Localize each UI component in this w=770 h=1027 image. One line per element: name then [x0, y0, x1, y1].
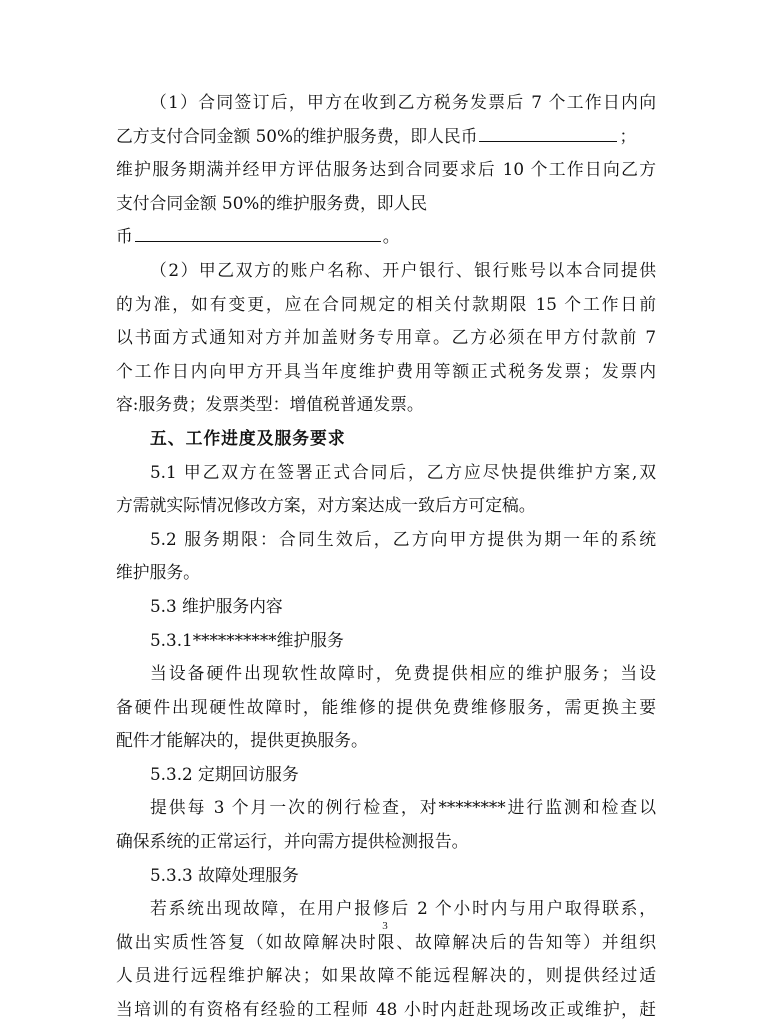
text-line: 5.2 服务期限：合同生效后，乙方向甲方提供为期一年的系统 — [150, 528, 656, 549]
blank-field — [479, 122, 617, 141]
text-line: 人员进行远程维护解决；如果故障不能远程解决的，则提供经过适 — [116, 965, 656, 986]
text-line: 确保系统的正常运行，并向需方提供检测报告。 — [116, 831, 469, 852]
text-line: 以书面方式通知对方并加盖财务专用章。乙方必须在甲方付款前 7 — [116, 327, 656, 348]
text-line: 的为准，如有变更，应在合同规定的相关付款期限 15 个工作日前 — [116, 293, 656, 314]
text-line: 容:服务费；发票类型：增值税普通发票。 — [116, 394, 424, 415]
text-line: 当培训的有资格有经验的工程师 48 小时内赶赴现场改正或维护，赶 — [116, 999, 656, 1020]
text-line: 做出实质性答复（如故障解决时限、故障解决后的告知等）并组织 — [116, 931, 656, 952]
text-line: 维护服务期满并经甲方评估服务达到合同要求后 10 个工作日向乙方 — [116, 159, 656, 180]
subsection-heading: 5.3 维护服务内容 — [150, 595, 283, 616]
text-line: 5.1 甲乙双方在签署正式合同后，乙方应尽快提供维护方案,双 — [150, 461, 656, 482]
text-line: 当设备硬件出现软性故障时，免费提供相应的维护服务；当设 — [150, 663, 656, 684]
text-line: 配件才能解决的，提供更换服务。 — [116, 730, 368, 751]
text-line: 备硬件出现硬性故障时，能维修的提供免费维修服务，需更换主要 — [116, 696, 656, 717]
text-segment: 币 — [116, 226, 133, 247]
blank-field — [135, 223, 381, 242]
text-line: （1）合同签订后，甲方在收到乙方税务发票后 7 个工作日内向 — [150, 92, 656, 112]
text-line: 个工作日内向甲方开具当年度维护费用等额正式税务发票；发票内 — [116, 360, 656, 381]
page-number: 3 — [382, 920, 388, 932]
text-line: 若系统出现故障，在用户报修后 2 个小时内与用户取得联系， — [150, 898, 656, 919]
text-segment: ； — [619, 125, 637, 146]
section-heading: 五、工作进度及服务要求 — [150, 427, 346, 448]
text-segment: 。 — [382, 226, 400, 247]
subsection-heading: 5.3.3 故障处理服务 — [150, 864, 299, 885]
subsection-heading: 5.3.1**********维护服务 — [150, 629, 344, 650]
text-line — [116, 120, 656, 154]
text-line: 提供每 3 个月一次的例行检查，对********进行监测和检查以 — [150, 797, 656, 818]
text-line: 支付合同金额 50%的维护服务费，即人民 — [116, 192, 428, 213]
text-segment: 乙方支付合同金额 50%的维护服务费，即人民币 — [116, 125, 478, 146]
subsection-heading: 5.3.2 定期回访服务 — [150, 763, 299, 784]
text-line: （2）甲乙双方的账户名称、开户银行、银行账号以本合同提供 — [150, 259, 656, 280]
text-line: 方需就实际情况修改方案，对方案达成一致后方可定稿。 — [116, 495, 536, 516]
text-line — [116, 220, 656, 254]
text-line: 维护服务。 — [116, 562, 200, 583]
document-body — [116, 86, 656, 1027]
